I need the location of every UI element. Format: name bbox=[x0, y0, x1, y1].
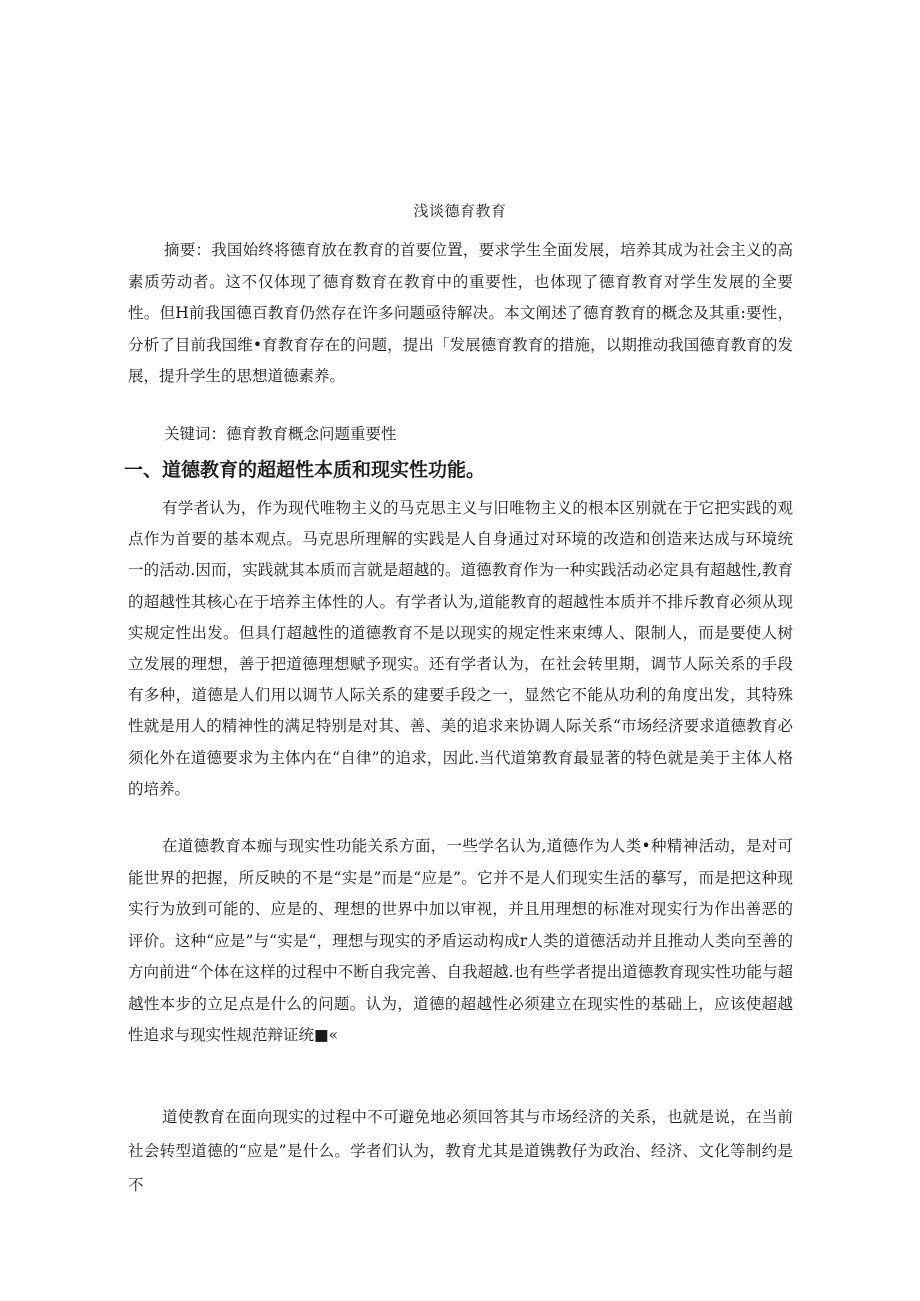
body-paragraph: 道使教育在面向现实的过程中不可避免地必须回答其与市场经济的关系，也就是说，在当前社会转型道德的“应是”是什么。学者们认为，教育尤其是道镌教仔为政治、经济、文化等制约是不 bbox=[128, 1108, 793, 1194]
keywords-line: 关键词：德育教育概念问题重要性 bbox=[164, 425, 397, 443]
body-paragraph: 在道德教育本痂与现实性功能关系方面，一些学名认为,道德作为人类•种精神活动，是对可能世界的把握，所反映的不是“实是”而是“应是”。它并不是人们现实生活的摹写，而是把这种现实行为放到可能的、应是的、理想的世界中加以审视，并且用理想的标准对现实行为作出善恶的评价。这种“应是”与“实是“，理想与现实的矛盾运动构成r人类的道德活动并且推动人类向至善的方向前进“个体在这样的过程中不断自我完善、自我超越.也有些学者提出道德教育现实性功能与超越性本步的立足点是什么的问题。认为，道德的超越性必须建立在现实性的基础上，应该使超越性追求与现实性规范辩证统■« bbox=[128, 837, 793, 1044]
section-heading: 一、道德教育的超超性本质和现实性功能。 bbox=[124, 459, 486, 481]
document-title: 浅谈德育教育 bbox=[413, 202, 507, 220]
body-paragraph: 有学者认为，作为现代唯物主义的马克思主义与旧唯物主义的根本区别就在于它把实践的观点作为首要的基本观点。马克思所理解的实践是人自身通过对环境的改造和创造来达成与环境统一的活动.因而，实践就其本质而言就是超越的。道德教育作为一种实践活动必定具有超越性,教育的超越性其核心在于培养主体性的人。有学者认为,道能教育的超越性本质并不排斥教育必须从现实规定性出发。但具仃超越性的道德教育不是以现实的规定性来束缚人、限制人，而是要使人树立发展的理想，善于把道德理想赋予现实。还有学者认为，在社会转里期，调节人际关系的手段有多种，道德是人们用以调节人际关系的建要手段之一，显然它不能从功利的角度出发，其特殊性就是用人的精神性的满足特别是对其、善、美的追求来协调人际关系“市场经济要求道德教育必须化外在道德要求为主体内在“自律”的追求，因此.当代道第教育最显著的特色就是美于主体人格的培养。 bbox=[128, 499, 793, 798]
abstract-paragraph: 摘要：我国始终将德育放在教育的首要位置，要求学生全面发展，培养其成为社会主义的高素质劳动者。这不仅体现了德育数育在教育中的重要性，也体现了德育教育对学生发展的全要性。但H前我国德百教育仍然存在许多问题亟待解决。本文阐述了德育教育的概念及其重:要性，分析了目前我国维•育教育存在的问题，提出「发展德育教育的措施，以期推动我国德育教育的发展，提升学生的思想道德素养。 bbox=[128, 241, 793, 385]
